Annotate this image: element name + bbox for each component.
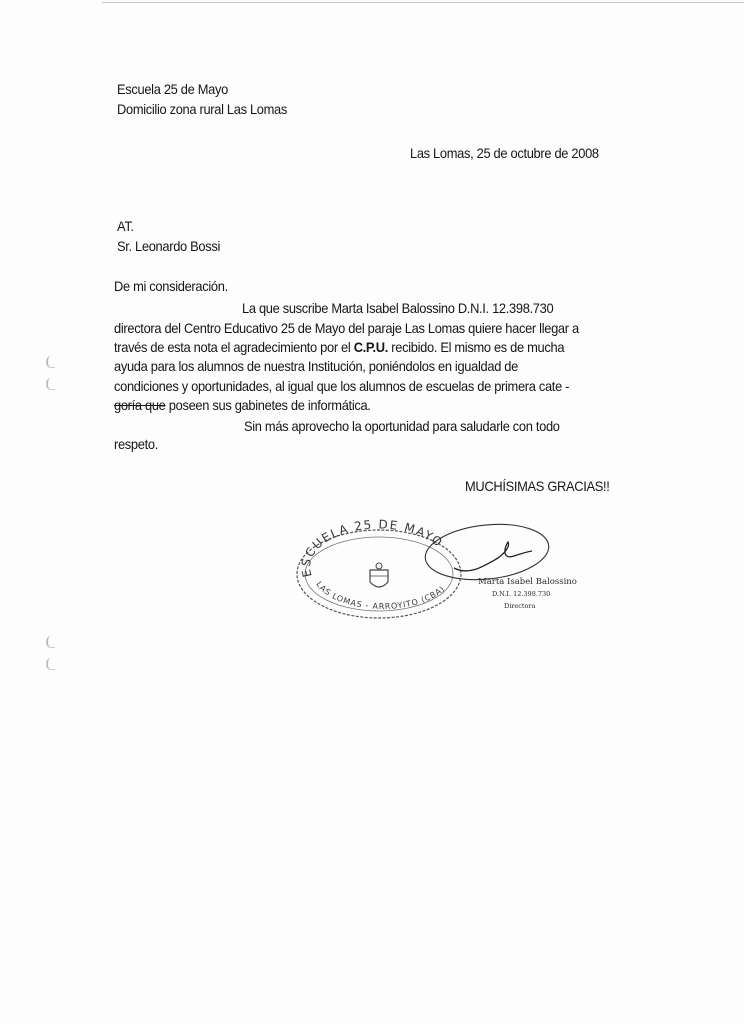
sender-address: Domicilio zona rural Las Lomas <box>117 101 288 117</box>
signature-loop <box>423 519 552 586</box>
punch-hole-mark <box>46 356 55 368</box>
stamp-bottom-text: LAS LOMAS - ARROYITO (CBA) <box>314 579 447 612</box>
body-line-1: La que suscribe Marta Isabel Balossino D.N.I. 12.398.730 <box>242 300 554 316</box>
punch-hole-mark <box>46 636 55 648</box>
closing-thanks: MUCHÍSIMAS GRACIAS!! <box>465 478 610 494</box>
recipient-prefix: AT. <box>117 218 134 234</box>
body-line-3-end: recibido. El mismo es de mucha <box>388 339 565 355</box>
body-line-6 <box>114 397 371 413</box>
body-line-4: ayuda para los alumnos de nuestra Institución, poniéndolos en igualdad de <box>114 358 518 374</box>
coat-of-arms-icon <box>370 563 388 587</box>
signer-role: Directora <box>504 602 536 610</box>
signer-name: Marta Isabel Balossino <box>478 577 577 587</box>
cpu-emphasis: C.P.U. <box>353 339 389 355</box>
body-line-8: respeto. <box>114 436 158 452</box>
stamp-top-text: ESCUELA 25 DE MAYO <box>298 518 446 579</box>
body-line-5: condiciones y oportunidades, al igual que los alumnos de escuelas de primera cate - <box>114 378 570 394</box>
recipient-name: Sr. Leonardo Bossi <box>117 238 221 254</box>
place-and-date: Las Lomas, 25 de octubre de 2008 <box>410 145 599 161</box>
school-stamp <box>284 518 564 628</box>
handwritten-signature <box>454 542 532 571</box>
struck-word: goría que <box>114 397 166 413</box>
body-line-6-end: poseen sus gabinetes de informática. <box>165 397 371 413</box>
punch-hole-mark <box>46 658 55 670</box>
signer-dni: D.N.I. 12.398.730 <box>492 590 551 598</box>
punch-hole-mark <box>46 378 55 390</box>
sender-school-name: Escuela 25 de Mayo <box>117 81 228 97</box>
body-line-7: Sin más aprovecho la oportunidad para saludarle con todo <box>244 418 560 434</box>
body-line-3 <box>114 339 564 355</box>
salutation: De mi consideración. <box>114 278 228 294</box>
body-line-2: directora del Centro Educativo 25 de Mayo del paraje Las Lomas quiere hacer llegar a <box>114 320 579 336</box>
body-line-3-start: través de esta nota el agradecimiento por el <box>114 339 354 355</box>
page-top-edge <box>102 2 744 3</box>
